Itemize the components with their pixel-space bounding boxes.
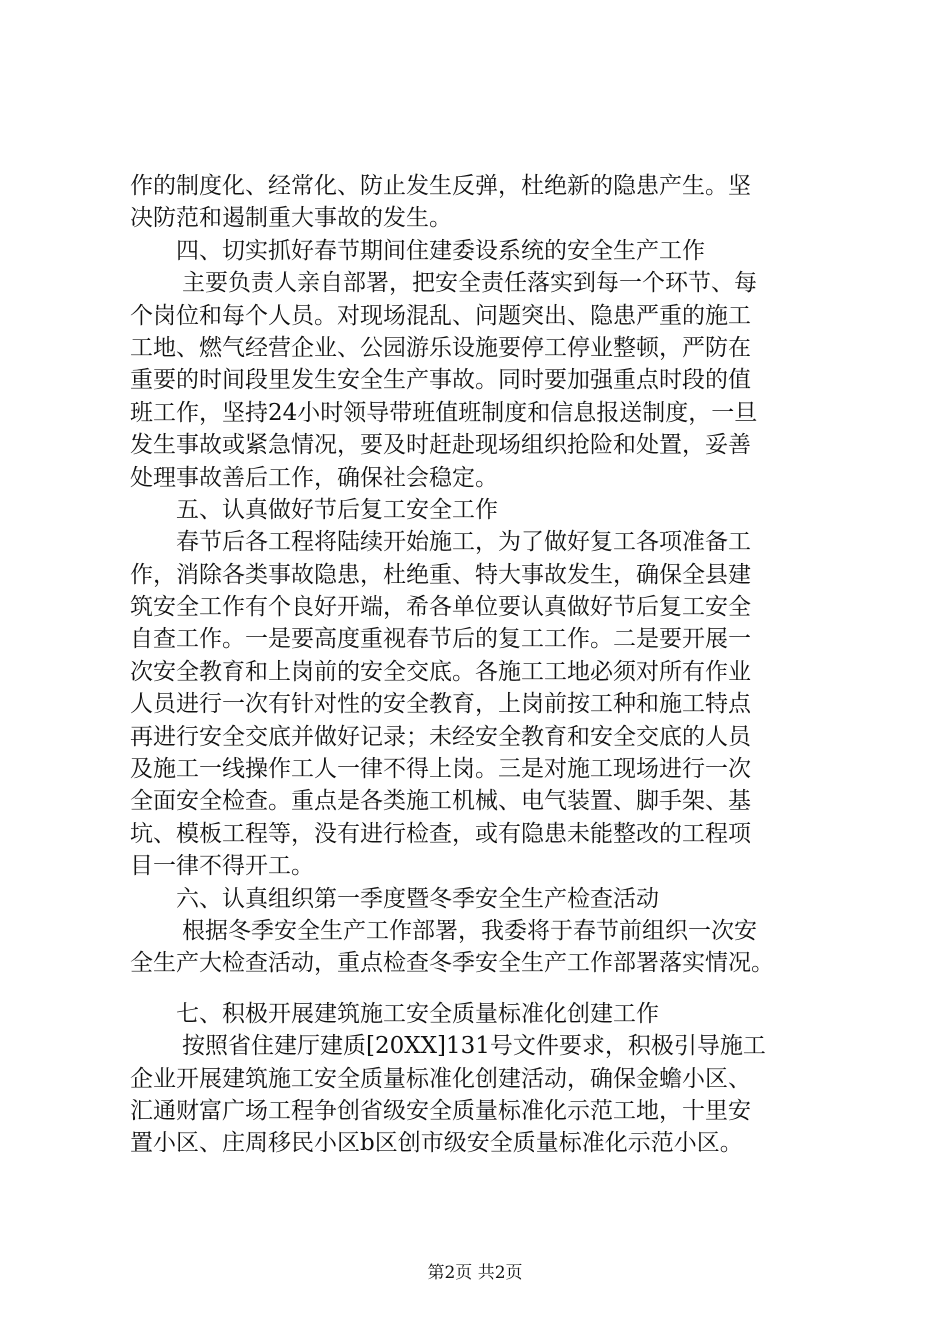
body-line: 自查工作。一是要高度重视春节后的复工工作。二是要开展一 (130, 626, 751, 653)
body-line: 发生事故或紧急情况，要及时赶赴现场组织抢险和处置，妥善 (130, 432, 751, 459)
body-line: 全生产大检查活动，重点检查冬季安全生产工作部署落实情况。 (130, 950, 774, 977)
body-line: 及施工一线操作工人一律不得上岗。三是对施工现场进行一次 (130, 756, 751, 783)
body-line: 目一律不得开工。 (130, 853, 314, 880)
body-line: 汇通财富广场工程争创省级安全质量标准化示范工地，十里安 (130, 1097, 751, 1124)
paragraph-start: 春节后各工程将陆续开始施工，为了做好复工各项准备工 (176, 529, 751, 556)
section-heading-4: 四、切实抓好春节期间住建委设系统的安全生产工作 (176, 237, 705, 264)
body-line: 班工作，坚持24小时领导带班值班制度和信息报送制度，一旦 (130, 399, 758, 426)
body-line: 再进行安全交底并做好记录；未经安全教育和安全交底的人员 (130, 723, 751, 750)
section-heading-5: 五、认真做好节后复工安全工作 (176, 496, 498, 523)
paragraph-start: 按照省住建厅建质[20XX]131号文件要求，积极引导施工 (182, 1033, 766, 1060)
body-line: 个岗位和每个人员。对现场混乱、问题突出、隐患严重的施工 (130, 302, 751, 329)
section-heading-6: 六、认真组织第一季度暨冬季安全生产检查活动 (176, 885, 659, 912)
body-line: 处理事故善后工作，确保社会稳定。 (130, 464, 498, 491)
body-line: 全面安全检查。重点是各类施工机械、电气装置、脚手架、基 (130, 788, 751, 815)
body-line: 决防范和遏制重大事故的发生。 (130, 205, 452, 232)
paragraph-start: 根据冬季安全生产工作部署，我委将于春节前组织一次安 (182, 917, 757, 944)
body-line: 企业开展建筑施工安全质量标准化创建活动，确保金蟾小区、 (130, 1065, 751, 1092)
body-line: 筑安全工作有个良好开端，希各单位要认真做好节后复工安全 (130, 594, 751, 621)
paragraph-gap (130, 980, 850, 998)
paragraph-start: 主要负责人亲自部署，把安全责任落实到每一个环节、每 (182, 270, 757, 297)
body-line: 工地、燃气经营企业、公园游乐设施要停工停业整顿，严防在 (130, 334, 751, 361)
body-line: 人员进行一次有针对性的安全教育，上岗前按工种和施工特点 (130, 691, 751, 718)
body-line: 作的制度化、经常化、防止发生反弹，杜绝新的隐患产生。坚 (130, 173, 751, 199)
body-line: 作，消除各类事故隐患，杜绝重、特大事故发生，确保全县建 (130, 561, 751, 588)
body-line: 重要的时间段里发生安全生产事故。同时要加强重点时段的值 (130, 367, 751, 394)
body-line: 次安全教育和上岗前的安全交底。各施工工地必须对所有作业 (130, 658, 751, 685)
body-line: 置小区、庄周移民小区b区创市级安全质量标准化示范小区。 (130, 1130, 743, 1157)
section-heading-7: 七、积极开展建筑施工安全质量标准化创建工作 (176, 1000, 659, 1027)
page-footer: 第2页 共2页 (427, 1263, 523, 1283)
document-body (130, 170, 850, 1160)
body-line: 坑、模板工程等，没有进行检查，或有隐患未能整改的工程项 (130, 820, 751, 847)
